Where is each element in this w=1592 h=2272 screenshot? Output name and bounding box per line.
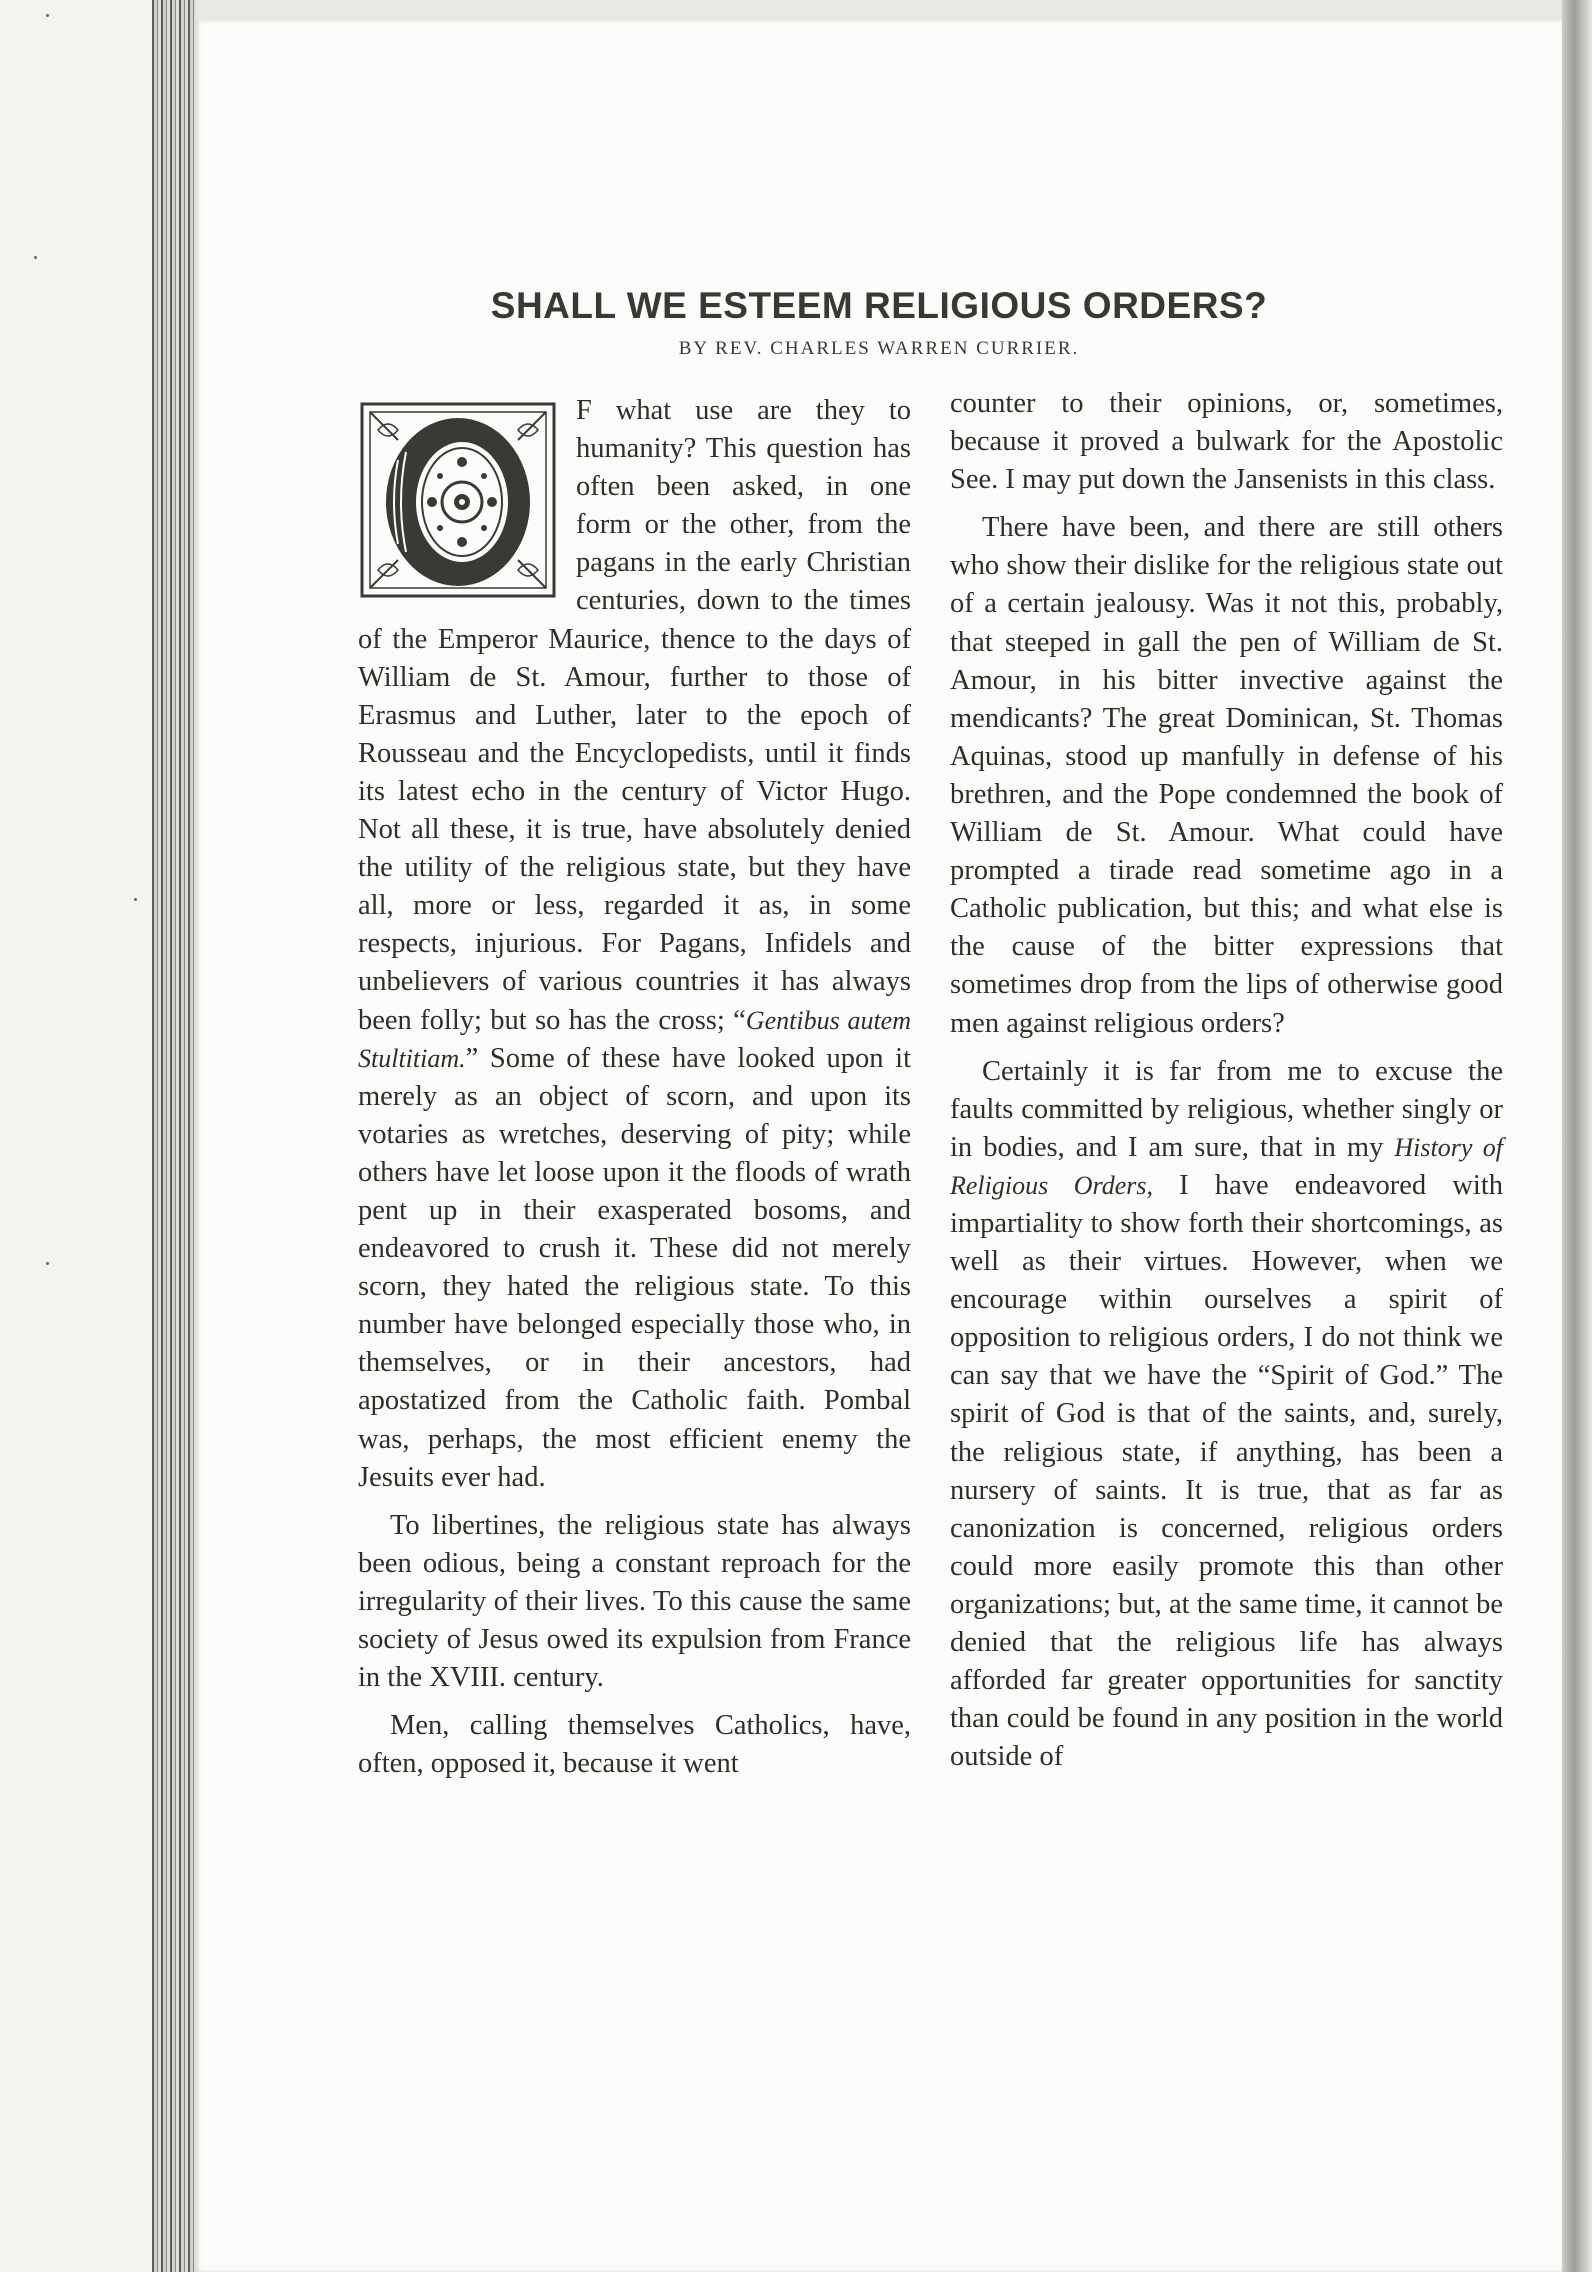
article-title: SHALL WE ESTEEM RELIGIOUS ORDERS? [490, 285, 1268, 326]
decorative-initial-o-icon [358, 400, 558, 600]
paragraph: To libertines, the religious state has always been odious, being a constant reproach for the irregularity of their lives. To this cause the same society of Jesus owed its expulsion from France in the XVIII. century. [358, 1509, 911, 1694]
paragraph: Men, calling themselves Catholics, have, often, opposed it, because it went [358, 1710, 911, 1780]
scan-speck [34, 256, 37, 259]
paragraph-text: F what use are they to humanity? This question has often been asked, in one form or the other, from the pagans in the early Christian centuries, down to the times of the Emperor Maurice, thence to the days of William de St. Amour, further to those of Erasmus and Luther, later to the epoch of Rousseau and the Encyclopedists, until it finds its latest echo in the century of Victor Hugo. Not all these, it is true, have absolutely denied the utility of the religious state, but they have all, more or less, regarded it as, in some respects, injurious. For Pagans, Infidels and unbelievers of various countries it has always been folly; but so has the cross; “ [358, 395, 911, 1036]
left-column [358, 392, 911, 1783]
paragraph [950, 1053, 1503, 1777]
book-binding [152, 0, 196, 2272]
scan-speck [46, 14, 49, 17]
paragraph: There have been, and there are still others who show their dislike for the religious state out of a certain jealousy. Was it not this, probably, that steeped in gall the pen of William de St. Amour, in his bitter invective against the mendicants? The great Dominican, St. Thomas Aquinas, stood up manfully in defense of his brethren, and the Pope condemned the book of William de St. Amour. What could have prompted a tirade read sometime ago in a Catholic publication, but this; and what else is the cause of the bitter expressions that sometimes drop from the lips of otherwise good men against religious orders? [950, 512, 1503, 1039]
page-top-edge [152, 0, 1562, 20]
paragraph-text: Certainly it is far from me to excuse the faults committed by religious, whether singly or in bodies, and I am sure, that in my [950, 1055, 1503, 1163]
paragraph-text: ” Some of these have looked upon it merely as an object of scorn, and upon its votaries as wretches, deserving of pity; while others have let loose upon it the floods of wrath pent up in their exasperated bosoms, and endeavored to crush it. These did not merely scorn, they hated the religious state. To this number have belonged especially those who, in themselves, or in their ancestors, had apostatized from the Catholic faith. Pombal was, perhaps, the most efficient enemy the Jesuits ever had. [358, 1042, 911, 1493]
latin-quote: Gentibus autem Stultitiam. [358, 1005, 911, 1073]
previous-page-margin [0, 0, 152, 2272]
right-column [950, 385, 1503, 1776]
article-byline: BY REV. CHARLES WARREN CURRIER. [678, 338, 1080, 359]
paragraph-text: I have endeavored with impartiality to show forth their shortcomings, as well as their virtues. However, when we encourage within ourselves a spirit of opposition to religious orders, I do not think we can say that we have the “Spirit of God.” The spirit of God is that of the saints, and, surely, the religious state, if anything, has been a nursery of saints. It is true, that as far as canonization is concerned, religious orders could more easily promote this than other organizations; but, at the same time, it cannot be denied that the religious life has always afforded far greater opportunities for sanctity than could be found in any position in the world outside of [950, 1169, 1503, 1773]
scan-speck [134, 898, 137, 901]
scan-speck [46, 1262, 49, 1265]
paragraph: counter to their opinions, or, sometimes, because it proved a bulwark for the Apostolic See. I may put down the Jansenists in this class. [950, 388, 1503, 496]
page-stack-edge [1562, 0, 1592, 2272]
book-title: History of Religious Orders, [950, 1132, 1503, 1200]
